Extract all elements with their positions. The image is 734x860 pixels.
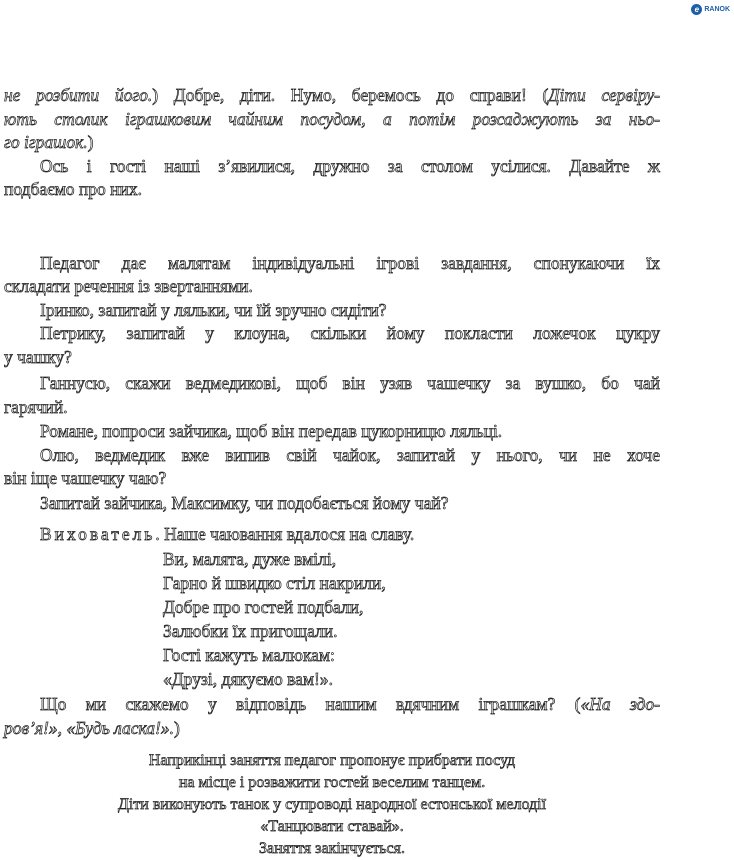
logo-e-icon: e xyxy=(691,4,702,15)
text-line: подбаємо про них. xyxy=(4,179,142,199)
closing-line: Діти виконують танок у супроводі народної естонської мелодії xyxy=(117,796,547,813)
poem-line: Гості кажуть малюкам: xyxy=(163,645,335,665)
text-line: Запитай зайчика, Максимку, чи подобається йому чай? xyxy=(40,493,449,513)
poem-line: Ви, малята, дуже вмілі, xyxy=(163,549,337,569)
poem-line: Залюбки їх пригощали. xyxy=(163,621,338,641)
text-line: ють столик іграшковим чайним посудом, а потім розсаджують за ньо- xyxy=(4,109,660,129)
text-line: Ганнусю, скажи ведмедикові, щоб він узяв чашечку за вушко, бо чай xyxy=(40,373,660,393)
text-line: ров’я!», «Будь ласка!».) xyxy=(4,718,180,738)
logo-text: RANOK xyxy=(704,5,730,13)
poem-line: «Друзі, дякуємо вам!». xyxy=(163,669,333,689)
closing-line: на місце і розважити гостей веселим танцем. xyxy=(178,774,486,791)
text-line: у чашку? xyxy=(4,347,72,367)
text-line: Вихователь. Наше чаювання вдалося на славу. xyxy=(40,524,415,544)
text-line: Романе, попроси зайчика, щоб він передав цукорницю ляльці. xyxy=(40,421,503,441)
publisher-logo xyxy=(691,2,730,16)
text-line: Ось і гості наші з’явилися, дружно за столом усілися. Давайте ж xyxy=(40,156,660,176)
text-line: Що ми скажемо у відповідь нашим вдячним іграшкам? («На здо- xyxy=(40,694,660,714)
text-line: він іще чашечку чаю? xyxy=(4,468,167,488)
text-line: Петрику, запитай у клоуна, скільки йому покласти ложечок цукру xyxy=(40,323,660,343)
poem-line: Гарно й швидко стіл накрили, xyxy=(163,573,386,593)
closing-line: Наприкінці заняття педагог пропонує прибрати посуд xyxy=(148,752,516,769)
text-line: Педагог дає малятам індивідуальні ігрові завдання, спонукаючи їх xyxy=(40,253,660,273)
text-line: го іграшок.) xyxy=(4,132,94,152)
closing-line: Заняття закінчується. xyxy=(258,840,406,857)
speaker-name: Вихователь xyxy=(40,524,156,544)
closing-line: «Танцювати ставай». xyxy=(260,818,404,835)
text-line: Іринко, запитай у ляльки, чи їй зручно сидіти? xyxy=(40,300,387,320)
text-line: складати речення із звертаннями. xyxy=(4,276,253,296)
text-line: гарячий. xyxy=(4,397,68,417)
text-line: не розбити його.) Добре, діти. Нумо, беремось до справи! (Діти сервіру- xyxy=(4,85,661,105)
text-line: Олю, ведмедик вже випив свій чайок, запитай у нього, чи не хоче xyxy=(40,445,660,465)
poem-line: Добре про гостей подбали, xyxy=(163,597,364,617)
